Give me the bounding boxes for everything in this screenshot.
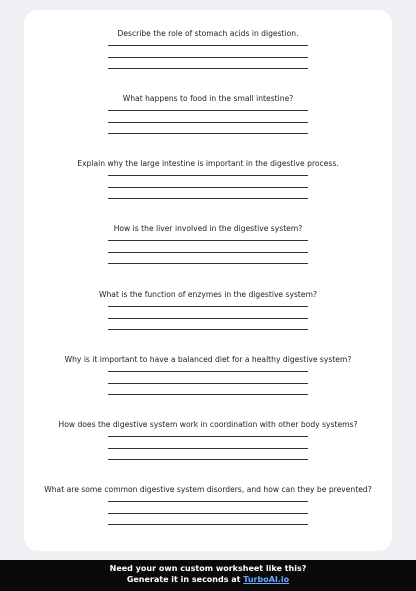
question-text: What happens to food in the small intestine?	[122, 94, 294, 103]
answer-line	[108, 371, 308, 372]
answer-line	[108, 329, 308, 330]
promo-footer	[0, 560, 416, 591]
question-text: Explain why the large intestine is important in the digestive process.	[77, 159, 339, 168]
answer-line	[108, 306, 308, 307]
answer-line	[108, 45, 308, 46]
answer-line	[108, 122, 308, 123]
answer-line	[108, 68, 308, 69]
question-7	[24, 420, 392, 460]
answer-line	[108, 501, 308, 502]
question-3	[24, 159, 392, 199]
question-4	[24, 224, 392, 264]
answer-line	[108, 394, 308, 395]
answer-line	[108, 436, 308, 437]
answer-line	[108, 57, 308, 58]
answer-line	[108, 459, 308, 460]
answer-line	[108, 383, 308, 384]
answer-line	[108, 252, 308, 253]
turboai-link[interactable]: TurboAI.io	[243, 575, 290, 584]
question-2	[24, 94, 392, 134]
question-5	[24, 290, 392, 330]
question-text: What is the function of enzymes in the digestive system?	[98, 290, 318, 299]
question-text: How is the liver involved in the digestive system?	[113, 224, 303, 233]
answer-line	[108, 263, 308, 264]
question-text: Why is it important to have a balanced diet for a healthy digestive system?	[64, 355, 352, 364]
worksheet-page	[24, 10, 392, 551]
question-text: What are some common digestive system disorders, and how can they be prevented?	[44, 485, 372, 494]
answer-line	[108, 240, 308, 241]
question-8	[24, 485, 392, 525]
answer-line	[108, 133, 308, 134]
answer-line	[108, 318, 308, 319]
question-text: How does the digestive system work in coordination with other body systems?	[58, 420, 358, 429]
promo-line-1: Need your own custom worksheet like this?	[109, 564, 307, 573]
question-text: Describe the role of stomach acids in digestion.	[117, 29, 299, 38]
promo-line-2	[0, 574, 416, 585]
answer-line	[108, 110, 308, 111]
answer-line	[108, 513, 308, 514]
promo-prefix: Generate it in seconds at	[126, 575, 244, 584]
answer-line	[108, 175, 308, 176]
question-6	[24, 355, 392, 395]
question-1	[24, 29, 392, 69]
answer-line	[108, 187, 308, 188]
answer-line	[108, 524, 308, 525]
answer-line	[108, 448, 308, 449]
answer-line	[108, 198, 308, 199]
